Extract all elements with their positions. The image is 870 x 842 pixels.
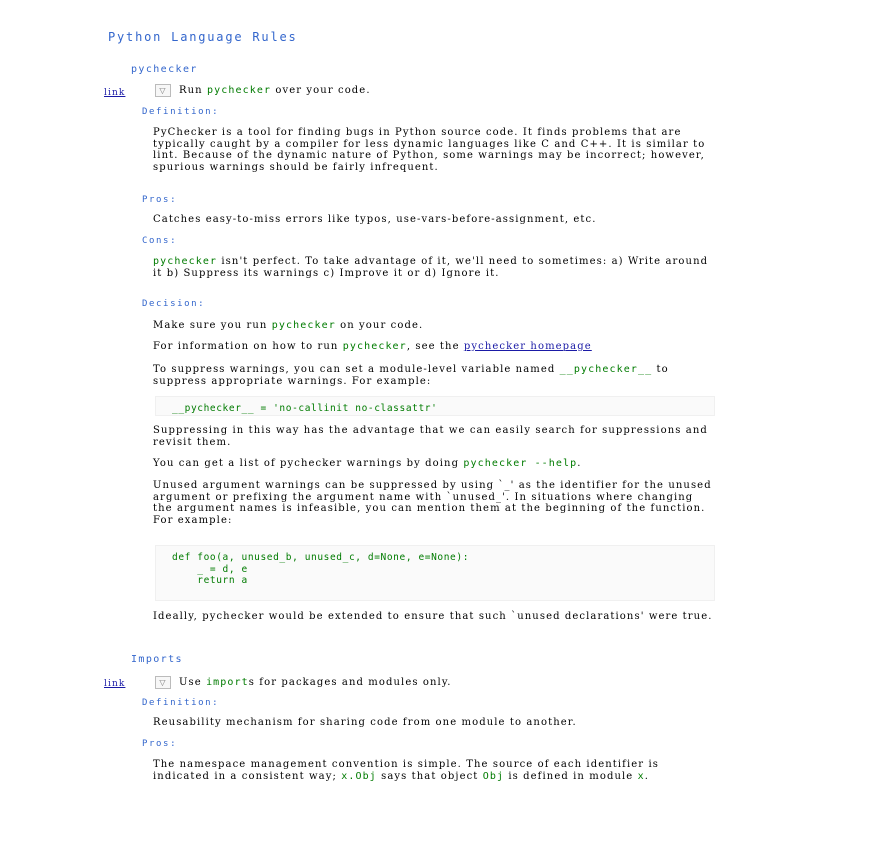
pros-text: Catches easy-to-miss errors like typos, use-vars-before-assignment, etc.: [153, 214, 597, 225]
imports-definition-text: Reusability mechanism for sharing code from one module to another.: [153, 717, 577, 728]
summary-pychecker: Run pychecker over your code.: [179, 85, 371, 96]
imports-pros-label: Pros:: [142, 739, 178, 749]
decision-paragraph-1: Make sure you run pychecker on your code.: [153, 320, 424, 331]
triangle-down-icon: ▽: [159, 86, 167, 95]
imports-definition-label: Definition:: [142, 698, 220, 708]
cons-label: Cons:: [142, 236, 178, 246]
decision-label: Decision:: [142, 299, 206, 309]
decision-paragraph-4: Suppressing in this way has the advantage that we can easily search for suppressions and revisit them.: [153, 425, 708, 448]
decision-paragraph-6: Unused argument warnings can be suppressed by using `_' as the identifier for the unused argument or prefixing the argument name with `unused_'. In situations where changing the argument names is infeasible, you can mention them at the beginning of the function. For example:: [153, 480, 712, 526]
definition-text: PyChecker is a tool for finding bugs in Python source code. It finds problems that are typically caught by a compiler for less dynamic languages like C and C++. It is similar to lint. Because of the dynamic nature of Python, some warnings may be incorrect; however, spurious warnings should be fairly infrequent.: [153, 127, 706, 173]
pros-label: Pros:: [142, 195, 178, 205]
triangle-down-icon: ▽: [159, 678, 167, 687]
section-heading-pychecker: pychecker: [131, 64, 198, 75]
decision-paragraph-2: For information on how to run pychecker, see the pychecker homepage: [153, 341, 592, 352]
summary-imports: Use imports for packages and modules only.: [179, 677, 452, 688]
expand-toggle-imports[interactable]: [155, 676, 171, 689]
page-title: Python Language Rules: [108, 30, 298, 44]
code-block-pychecker-setting: __pychecker__ = 'no-callinit no-classattr': [155, 396, 715, 416]
code-block-unused-args: def foo(a, unused_b, unused_c, d=None, e=None): _ = d, e return a: [155, 545, 715, 601]
permalink-imports[interactable]: link: [104, 679, 126, 689]
imports-pros-text: The namespace management convention is simple. The source of each identifier is indicated in a consistent way; x.Obj says that object Obj is defined in module x.: [153, 759, 659, 782]
section-heading-imports: Imports: [131, 654, 183, 665]
cons-text: pychecker isn't perfect. To take advantage of it, we'll need to sometimes: a) Write around it b) Suppress its warnings c) Improve it or d) Ignore it.: [153, 256, 709, 279]
definition-label: Definition:: [142, 107, 220, 117]
expand-toggle-pychecker[interactable]: [155, 84, 171, 97]
decision-paragraph-7: Ideally, pychecker would be extended to ensure that such `unused declarations' were true.: [153, 611, 713, 622]
decision-paragraph-5: You can get a list of pychecker warnings by doing pychecker --help.: [153, 458, 582, 469]
permalink-pychecker[interactable]: link: [104, 88, 126, 98]
decision-paragraph-3: To suppress warnings, you can set a module-level variable named __pychecker__ to suppress appropriate warnings. For example:: [153, 364, 669, 387]
pychecker-homepage-link[interactable]: pychecker homepage: [463, 341, 592, 352]
